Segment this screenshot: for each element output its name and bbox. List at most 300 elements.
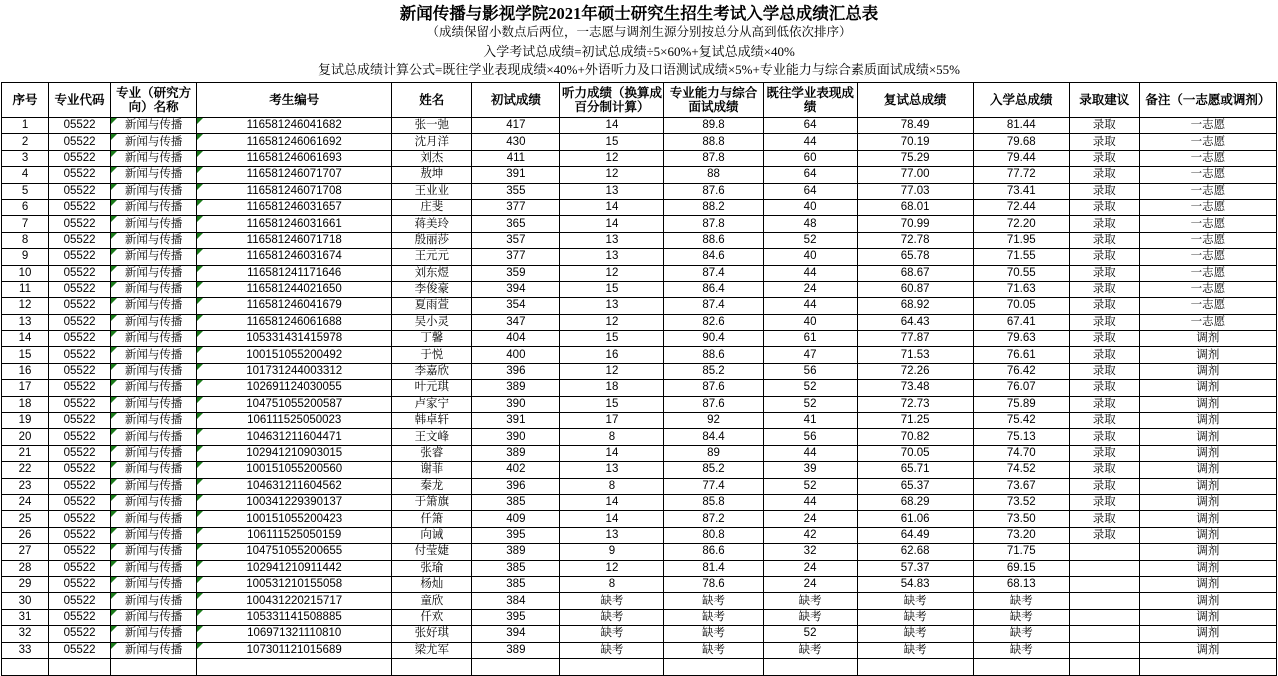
- cell-index[interactable]: [2, 593, 49, 609]
- cell-remark[interactable]: [1139, 118, 1276, 134]
- cell-first-exam-score[interactable]: [472, 527, 560, 543]
- cell-academic-record-score[interactable]: [763, 478, 857, 494]
- cell-name[interactable]: [392, 462, 472, 478]
- cell-retest-total[interactable]: [857, 544, 973, 560]
- cell-admission-total[interactable]: [973, 380, 1069, 396]
- cell-academic-record-score[interactable]: [763, 380, 857, 396]
- cell-candidate-no[interactable]: [197, 478, 392, 494]
- cell-major-name[interactable]: [111, 413, 197, 429]
- cell-major-code[interactable]: [49, 462, 111, 478]
- cell-recommendation[interactable]: [1069, 593, 1139, 609]
- cell-major-name[interactable]: [111, 314, 197, 330]
- cell-interview-score[interactable]: [664, 576, 763, 592]
- cell-retest-total[interactable]: [857, 429, 973, 445]
- cell-major-code[interactable]: [49, 281, 111, 297]
- cell-major-name[interactable]: [111, 298, 197, 314]
- cell-interview-score[interactable]: [664, 118, 763, 134]
- cell-remark[interactable]: [1139, 478, 1276, 494]
- cell-index[interactable]: [2, 544, 49, 560]
- column-header-index[interactable]: 序号: [2, 83, 49, 118]
- cell-admission-total[interactable]: [973, 527, 1069, 543]
- cell-name[interactable]: [392, 183, 472, 199]
- cell-listening-score[interactable]: [560, 544, 664, 560]
- cell-major-name[interactable]: [111, 265, 197, 281]
- cell-retest-total[interactable]: [857, 413, 973, 429]
- cell-major-code[interactable]: [49, 314, 111, 330]
- cell-major-name[interactable]: [111, 462, 197, 478]
- cell-candidate-no[interactable]: [197, 363, 392, 379]
- cell-major-code[interactable]: [49, 363, 111, 379]
- cell-retest-total[interactable]: [857, 478, 973, 494]
- cell-major-name[interactable]: [111, 626, 197, 642]
- cell-major-code[interactable]: [49, 396, 111, 412]
- cell-listening-score[interactable]: [560, 199, 664, 215]
- cell-name[interactable]: [392, 527, 472, 543]
- cell-listening-score[interactable]: [560, 478, 664, 494]
- cell-major-name[interactable]: [111, 347, 197, 363]
- cell-first-exam-score[interactable]: [472, 396, 560, 412]
- cell-recommendation[interactable]: [1069, 363, 1139, 379]
- cell-retest-total[interactable]: [857, 609, 973, 625]
- cell-remark[interactable]: [1139, 593, 1276, 609]
- cell-academic-record-score[interactable]: [763, 396, 857, 412]
- cell-empty[interactable]: [49, 658, 111, 675]
- cell-candidate-no[interactable]: [197, 150, 392, 166]
- cell-retest-total[interactable]: [857, 314, 973, 330]
- cell-listening-score[interactable]: [560, 150, 664, 166]
- column-header-major-name[interactable]: 专业（研究方向）名称: [111, 83, 197, 118]
- cell-remark[interactable]: [1139, 413, 1276, 429]
- cell-academic-record-score[interactable]: [763, 494, 857, 510]
- cell-admission-total[interactable]: [973, 544, 1069, 560]
- cell-remark[interactable]: [1139, 232, 1276, 248]
- cell-major-code[interactable]: [49, 380, 111, 396]
- cell-admission-total[interactable]: [973, 593, 1069, 609]
- cell-first-exam-score[interactable]: [472, 478, 560, 494]
- cell-first-exam-score[interactable]: [472, 281, 560, 297]
- cell-listening-score[interactable]: [560, 134, 664, 150]
- cell-major-code[interactable]: [49, 527, 111, 543]
- cell-candidate-no[interactable]: [197, 576, 392, 592]
- cell-listening-score[interactable]: [560, 216, 664, 232]
- column-header-recommendation[interactable]: 录取建议: [1069, 83, 1139, 118]
- cell-recommendation[interactable]: [1069, 609, 1139, 625]
- cell-academic-record-score[interactable]: [763, 314, 857, 330]
- cell-admission-total[interactable]: [973, 314, 1069, 330]
- cell-admission-total[interactable]: [973, 511, 1069, 527]
- cell-candidate-no[interactable]: [197, 462, 392, 478]
- cell-academic-record-score[interactable]: [763, 462, 857, 478]
- cell-index[interactable]: [2, 232, 49, 248]
- cell-academic-record-score[interactable]: [763, 232, 857, 248]
- cell-name[interactable]: [392, 134, 472, 150]
- cell-major-name[interactable]: [111, 199, 197, 215]
- cell-candidate-no[interactable]: [197, 232, 392, 248]
- cell-candidate-no[interactable]: [197, 593, 392, 609]
- cell-first-exam-score[interactable]: [472, 363, 560, 379]
- cell-academic-record-score[interactable]: [763, 183, 857, 199]
- cell-academic-record-score[interactable]: [763, 265, 857, 281]
- cell-retest-total[interactable]: [857, 560, 973, 576]
- cell-admission-total[interactable]: [973, 331, 1069, 347]
- cell-recommendation[interactable]: [1069, 265, 1139, 281]
- cell-name[interactable]: [392, 298, 472, 314]
- cell-recommendation[interactable]: [1069, 150, 1139, 166]
- cell-name[interactable]: [392, 593, 472, 609]
- cell-candidate-no[interactable]: [197, 445, 392, 461]
- cell-index[interactable]: [2, 183, 49, 199]
- cell-major-name[interactable]: [111, 249, 197, 265]
- cell-major-code[interactable]: [49, 429, 111, 445]
- cell-major-code[interactable]: [49, 413, 111, 429]
- cell-academic-record-score[interactable]: [763, 281, 857, 297]
- cell-candidate-no[interactable]: [197, 249, 392, 265]
- cell-first-exam-score[interactable]: [472, 462, 560, 478]
- cell-name[interactable]: [392, 118, 472, 134]
- cell-index[interactable]: [2, 134, 49, 150]
- cell-listening-score[interactable]: [560, 511, 664, 527]
- cell-retest-total[interactable]: [857, 183, 973, 199]
- cell-first-exam-score[interactable]: [472, 347, 560, 363]
- cell-retest-total[interactable]: [857, 527, 973, 543]
- cell-remark[interactable]: [1139, 396, 1276, 412]
- cell-listening-score[interactable]: [560, 429, 664, 445]
- cell-first-exam-score[interactable]: [472, 167, 560, 183]
- cell-retest-total[interactable]: [857, 281, 973, 297]
- cell-listening-score[interactable]: [560, 265, 664, 281]
- cell-admission-total[interactable]: [973, 281, 1069, 297]
- cell-recommendation[interactable]: [1069, 576, 1139, 592]
- cell-admission-total[interactable]: [973, 216, 1069, 232]
- cell-remark[interactable]: [1139, 445, 1276, 461]
- cell-first-exam-score[interactable]: [472, 118, 560, 134]
- cell-academic-record-score[interactable]: [763, 544, 857, 560]
- cell-academic-record-score[interactable]: [763, 249, 857, 265]
- cell-admission-total[interactable]: [973, 232, 1069, 248]
- cell-name[interactable]: [392, 380, 472, 396]
- cell-major-name[interactable]: [111, 511, 197, 527]
- cell-academic-record-score[interactable]: [763, 429, 857, 445]
- cell-admission-total[interactable]: [973, 134, 1069, 150]
- cell-major-code[interactable]: [49, 232, 111, 248]
- cell-admission-total[interactable]: [973, 609, 1069, 625]
- cell-recommendation[interactable]: [1069, 249, 1139, 265]
- cell-index[interactable]: [2, 445, 49, 461]
- cell-interview-score[interactable]: [664, 626, 763, 642]
- cell-major-name[interactable]: [111, 167, 197, 183]
- cell-interview-score[interactable]: [664, 298, 763, 314]
- cell-listening-score[interactable]: [560, 560, 664, 576]
- cell-major-code[interactable]: [49, 478, 111, 494]
- cell-retest-total[interactable]: [857, 216, 973, 232]
- cell-retest-total[interactable]: [857, 118, 973, 134]
- cell-admission-total[interactable]: [973, 560, 1069, 576]
- cell-candidate-no[interactable]: [197, 265, 392, 281]
- cell-admission-total[interactable]: [973, 183, 1069, 199]
- cell-remark[interactable]: [1139, 363, 1276, 379]
- cell-first-exam-score[interactable]: [472, 609, 560, 625]
- cell-remark[interactable]: [1139, 265, 1276, 281]
- cell-retest-total[interactable]: [857, 363, 973, 379]
- cell-first-exam-score[interactable]: [472, 560, 560, 576]
- cell-candidate-no[interactable]: [197, 626, 392, 642]
- cell-first-exam-score[interactable]: [472, 265, 560, 281]
- cell-recommendation[interactable]: [1069, 462, 1139, 478]
- cell-name[interactable]: [392, 494, 472, 510]
- cell-academic-record-score[interactable]: [763, 331, 857, 347]
- cell-retest-total[interactable]: [857, 167, 973, 183]
- cell-candidate-no[interactable]: [197, 396, 392, 412]
- cell-first-exam-score[interactable]: [472, 380, 560, 396]
- cell-recommendation[interactable]: [1069, 527, 1139, 543]
- cell-name[interactable]: [392, 331, 472, 347]
- cell-first-exam-score[interactable]: [472, 314, 560, 330]
- cell-name[interactable]: [392, 413, 472, 429]
- cell-index[interactable]: [2, 380, 49, 396]
- cell-recommendation[interactable]: [1069, 560, 1139, 576]
- cell-first-exam-score[interactable]: [472, 593, 560, 609]
- cell-interview-score[interactable]: [664, 380, 763, 396]
- cell-candidate-no[interactable]: [197, 199, 392, 215]
- cell-academic-record-score[interactable]: [763, 298, 857, 314]
- cell-empty[interactable]: [2, 658, 49, 675]
- cell-major-code[interactable]: [49, 199, 111, 215]
- cell-candidate-no[interactable]: [197, 281, 392, 297]
- cell-listening-score[interactable]: [560, 576, 664, 592]
- cell-candidate-no[interactable]: [197, 331, 392, 347]
- cell-admission-total[interactable]: [973, 347, 1069, 363]
- cell-retest-total[interactable]: [857, 265, 973, 281]
- cell-retest-total[interactable]: [857, 347, 973, 363]
- cell-index[interactable]: [2, 609, 49, 625]
- cell-listening-score[interactable]: [560, 249, 664, 265]
- cell-candidate-no[interactable]: [197, 380, 392, 396]
- cell-major-name[interactable]: [111, 118, 197, 134]
- cell-academic-record-score[interactable]: [763, 216, 857, 232]
- cell-first-exam-score[interactable]: [472, 232, 560, 248]
- cell-academic-record-score[interactable]: [763, 167, 857, 183]
- cell-name[interactable]: [392, 576, 472, 592]
- cell-remark[interactable]: [1139, 560, 1276, 576]
- cell-academic-record-score[interactable]: [763, 445, 857, 461]
- cell-recommendation[interactable]: [1069, 544, 1139, 560]
- cell-first-exam-score[interactable]: [472, 150, 560, 166]
- column-header-first-exam-score[interactable]: 初试成绩: [472, 83, 560, 118]
- cell-recommendation[interactable]: [1069, 494, 1139, 510]
- cell-academic-record-score[interactable]: [763, 626, 857, 642]
- cell-remark[interactable]: [1139, 511, 1276, 527]
- cell-remark[interactable]: [1139, 150, 1276, 166]
- cell-interview-score[interactable]: [664, 314, 763, 330]
- cell-empty[interactable]: [857, 658, 973, 675]
- cell-empty[interactable]: [392, 658, 472, 675]
- cell-name[interactable]: [392, 478, 472, 494]
- cell-retest-total[interactable]: [857, 331, 973, 347]
- cell-index[interactable]: [2, 298, 49, 314]
- cell-academic-record-score[interactable]: [763, 593, 857, 609]
- cell-recommendation[interactable]: [1069, 445, 1139, 461]
- cell-first-exam-score[interactable]: [472, 216, 560, 232]
- cell-empty[interactable]: [1139, 658, 1276, 675]
- cell-major-code[interactable]: [49, 494, 111, 510]
- cell-index[interactable]: [2, 216, 49, 232]
- cell-listening-score[interactable]: [560, 413, 664, 429]
- cell-candidate-no[interactable]: [197, 609, 392, 625]
- cell-candidate-no[interactable]: [197, 183, 392, 199]
- cell-index[interactable]: [2, 511, 49, 527]
- cell-admission-total[interactable]: [973, 150, 1069, 166]
- cell-first-exam-score[interactable]: [472, 445, 560, 461]
- cell-remark[interactable]: [1139, 183, 1276, 199]
- cell-name[interactable]: [392, 560, 472, 576]
- cell-recommendation[interactable]: [1069, 626, 1139, 642]
- cell-listening-score[interactable]: [560, 314, 664, 330]
- cell-academic-record-score[interactable]: [763, 199, 857, 215]
- cell-remark[interactable]: [1139, 314, 1276, 330]
- cell-admission-total[interactable]: [973, 298, 1069, 314]
- cell-remark[interactable]: [1139, 544, 1276, 560]
- cell-admission-total[interactable]: [973, 167, 1069, 183]
- cell-major-code[interactable]: [49, 216, 111, 232]
- cell-major-code[interactable]: [49, 445, 111, 461]
- cell-remark[interactable]: [1139, 429, 1276, 445]
- cell-retest-total[interactable]: [857, 134, 973, 150]
- cell-academic-record-score[interactable]: [763, 363, 857, 379]
- cell-remark[interactable]: [1139, 626, 1276, 642]
- cell-interview-score[interactable]: [664, 429, 763, 445]
- cell-recommendation[interactable]: [1069, 183, 1139, 199]
- cell-recommendation[interactable]: [1069, 429, 1139, 445]
- cell-index[interactable]: [2, 331, 49, 347]
- cell-retest-total[interactable]: [857, 380, 973, 396]
- cell-interview-score[interactable]: [664, 265, 763, 281]
- cell-listening-score[interactable]: [560, 609, 664, 625]
- column-header-retest-total[interactable]: 复试总成绩: [857, 83, 973, 118]
- cell-candidate-no[interactable]: [197, 544, 392, 560]
- cell-retest-total[interactable]: [857, 199, 973, 215]
- cell-remark[interactable]: [1139, 462, 1276, 478]
- cell-name[interactable]: [392, 396, 472, 412]
- cell-empty[interactable]: [973, 658, 1069, 675]
- column-header-admission-total[interactable]: 入学总成绩: [973, 83, 1069, 118]
- cell-major-name[interactable]: [111, 429, 197, 445]
- cell-listening-score[interactable]: [560, 462, 664, 478]
- column-header-candidate-no[interactable]: 考生编号: [197, 83, 392, 118]
- cell-academic-record-score[interactable]: [763, 118, 857, 134]
- cell-index[interactable]: [2, 265, 49, 281]
- cell-name[interactable]: [392, 544, 472, 560]
- cell-admission-total[interactable]: [973, 576, 1069, 592]
- cell-name[interactable]: [392, 167, 472, 183]
- cell-admission-total[interactable]: [973, 363, 1069, 379]
- cell-major-name[interactable]: [111, 544, 197, 560]
- cell-listening-score[interactable]: [560, 593, 664, 609]
- cell-candidate-no[interactable]: [197, 413, 392, 429]
- cell-name[interactable]: [392, 609, 472, 625]
- cell-academic-record-score[interactable]: [763, 413, 857, 429]
- cell-interview-score[interactable]: [664, 249, 763, 265]
- cell-recommendation[interactable]: [1069, 380, 1139, 396]
- cell-recommendation[interactable]: [1069, 167, 1139, 183]
- cell-first-exam-score[interactable]: [472, 199, 560, 215]
- cell-first-exam-score[interactable]: [472, 626, 560, 642]
- cell-empty[interactable]: [111, 658, 197, 675]
- cell-listening-score[interactable]: [560, 118, 664, 134]
- cell-listening-score[interactable]: [560, 445, 664, 461]
- cell-listening-score[interactable]: [560, 396, 664, 412]
- cell-index[interactable]: [2, 249, 49, 265]
- cell-major-name[interactable]: [111, 478, 197, 494]
- cell-recommendation[interactable]: [1069, 199, 1139, 215]
- cell-recommendation[interactable]: [1069, 347, 1139, 363]
- cell-remark[interactable]: [1139, 527, 1276, 543]
- cell-name[interactable]: [392, 347, 472, 363]
- cell-first-exam-score[interactable]: [472, 331, 560, 347]
- cell-remark[interactable]: [1139, 576, 1276, 592]
- cell-index[interactable]: [2, 167, 49, 183]
- cell-interview-score[interactable]: [664, 462, 763, 478]
- cell-recommendation[interactable]: [1069, 511, 1139, 527]
- cell-remark[interactable]: [1139, 380, 1276, 396]
- cell-retest-total[interactable]: [857, 462, 973, 478]
- cell-first-exam-score[interactable]: [472, 544, 560, 560]
- cell-name[interactable]: [392, 363, 472, 379]
- cell-listening-score[interactable]: [560, 494, 664, 510]
- cell-admission-total[interactable]: [973, 249, 1069, 265]
- cell-interview-score[interactable]: [664, 413, 763, 429]
- cell-remark[interactable]: [1139, 134, 1276, 150]
- cell-remark[interactable]: [1139, 331, 1276, 347]
- cell-first-exam-score[interactable]: [472, 183, 560, 199]
- cell-interview-score[interactable]: [664, 199, 763, 215]
- cell-major-code[interactable]: [49, 167, 111, 183]
- cell-major-code[interactable]: [49, 298, 111, 314]
- cell-interview-score[interactable]: [664, 216, 763, 232]
- cell-candidate-no[interactable]: [197, 118, 392, 134]
- cell-admission-total[interactable]: [973, 478, 1069, 494]
- cell-major-code[interactable]: [49, 544, 111, 560]
- cell-remark[interactable]: [1139, 199, 1276, 215]
- cell-recommendation[interactable]: [1069, 232, 1139, 248]
- cell-index[interactable]: [2, 413, 49, 429]
- cell-major-name[interactable]: [111, 183, 197, 199]
- cell-index[interactable]: [2, 462, 49, 478]
- cell-listening-score[interactable]: [560, 626, 664, 642]
- cell-first-exam-score[interactable]: [472, 134, 560, 150]
- cell-first-exam-score[interactable]: [472, 511, 560, 527]
- cell-retest-total[interactable]: [857, 576, 973, 592]
- cell-interview-score[interactable]: [664, 331, 763, 347]
- cell-recommendation[interactable]: [1069, 216, 1139, 232]
- cell-admission-total[interactable]: [973, 413, 1069, 429]
- cell-interview-score[interactable]: [664, 347, 763, 363]
- cell-index[interactable]: [2, 560, 49, 576]
- cell-interview-score[interactable]: [664, 150, 763, 166]
- cell-major-name[interactable]: [111, 331, 197, 347]
- cell-admission-total[interactable]: [973, 445, 1069, 461]
- cell-listening-score[interactable]: [560, 183, 664, 199]
- cell-academic-record-score[interactable]: [763, 560, 857, 576]
- cell-candidate-no[interactable]: [197, 560, 392, 576]
- cell-index[interactable]: [2, 527, 49, 543]
- cell-major-name[interactable]: [111, 494, 197, 510]
- cell-listening-score[interactable]: [560, 298, 664, 314]
- column-header-academic-record-score[interactable]: 既往学业表现成绩: [763, 83, 857, 118]
- cell-index[interactable]: [2, 478, 49, 494]
- cell-academic-record-score[interactable]: [763, 609, 857, 625]
- cell-major-code[interactable]: [49, 331, 111, 347]
- cell-retest-total[interactable]: [857, 445, 973, 461]
